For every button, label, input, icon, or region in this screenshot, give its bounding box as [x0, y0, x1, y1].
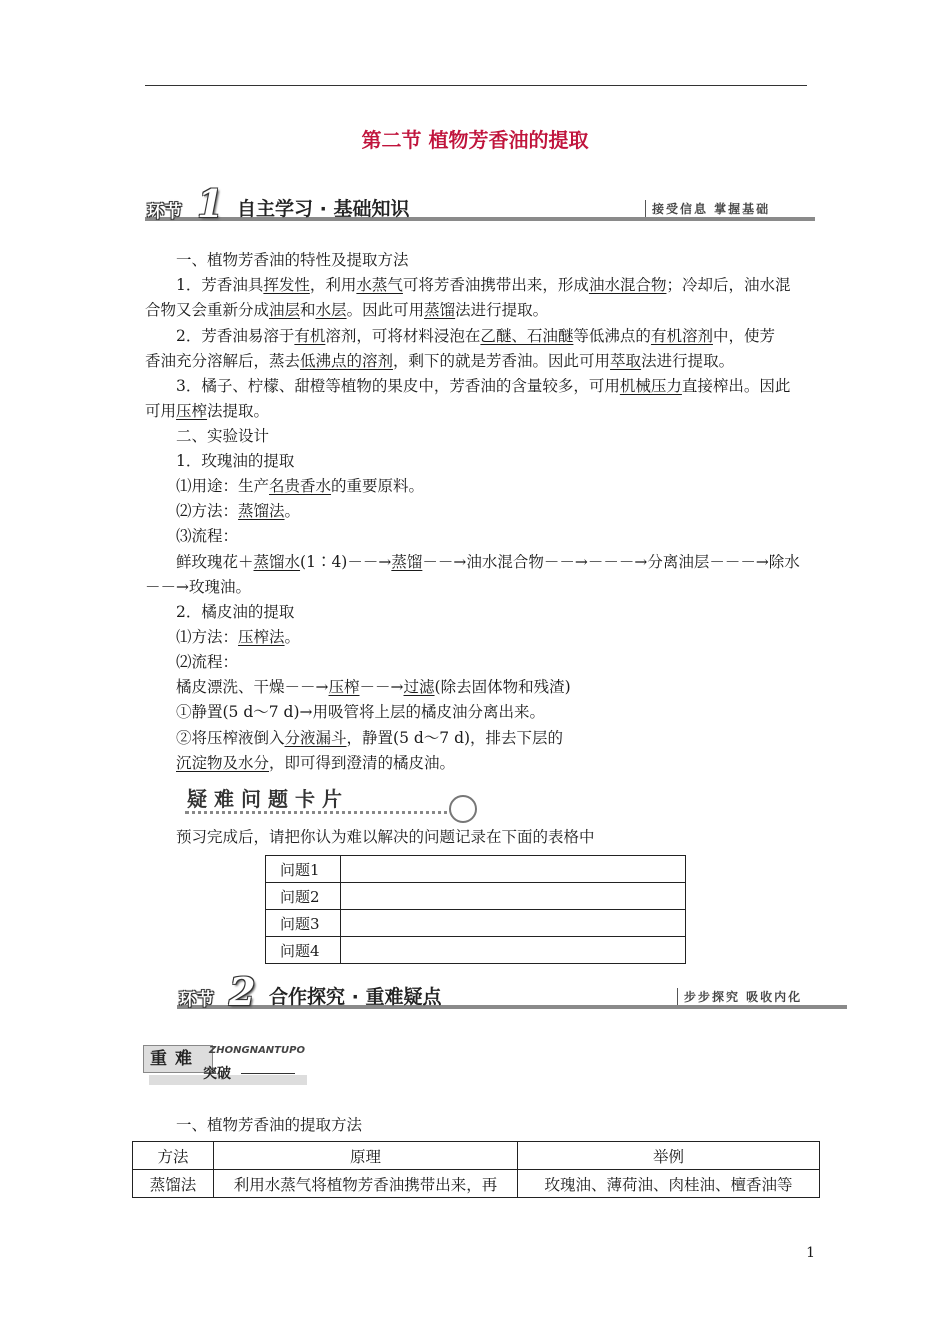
- arrow-icon: [241, 1073, 295, 1074]
- badge-box: 重难: [143, 1045, 213, 1073]
- card-dots: [185, 811, 455, 814]
- section-title: 自主学习 · 基础知识: [237, 198, 410, 220]
- heading-1: 一、植物芳香油的特性及提取方法: [176, 251, 409, 269]
- section-title: 合作探究 · 重难疑点: [269, 986, 442, 1008]
- para-line: 橘皮漂洗、干燥－－→压榨－－→过滤(除去固体物和残渣): [176, 678, 571, 696]
- section-1-header: [145, 181, 815, 226]
- answer-cell[interactable]: [341, 937, 686, 964]
- section-number: 2: [229, 969, 256, 1014]
- answer-cell[interactable]: [341, 883, 686, 910]
- table-row: [266, 937, 686, 964]
- section-number: 1: [197, 181, 224, 226]
- section-side-note: 接受信息 掌握基础: [645, 200, 770, 217]
- answer-cell[interactable]: [341, 910, 686, 937]
- para-line: 1．芳香油具挥发性，利用水蒸气可将芳香油携带出来，形成油水混合物；冷却后，油水混: [176, 276, 791, 294]
- question-label: 问题1: [266, 856, 341, 883]
- para-line: ⑴用途：生产名贵香水的重要原料。: [176, 477, 425, 495]
- para-line: ①静置(5 d～7 d)→用吸管将上层的橘皮油分离出来。: [176, 703, 546, 721]
- page-title: 第二节 植物芳香油的提取: [361, 128, 589, 152]
- para-line: 鲜玫瑰花＋蒸馏水(1∶4)－－→蒸馏－－→油水混合物－－→－－－→分离油层－－－→除水: [176, 553, 800, 571]
- question-label: 问题3: [266, 910, 341, 937]
- question-card-banner: [177, 779, 477, 821]
- para-line: 1．玫瑰油的提取: [176, 452, 295, 470]
- column-header: 举例: [518, 1142, 820, 1170]
- question-table: [265, 855, 686, 964]
- para-line: 2．芳香油易溶于有机溶剂，可将材料浸泡在乙醚、石油醚等低沸点的有机溶剂中，使芳: [176, 327, 775, 345]
- table-row: [133, 1170, 820, 1198]
- section-2-header: [177, 969, 847, 1014]
- section-tag: 环节: [179, 990, 215, 1010]
- column-header: 方法: [133, 1142, 214, 1170]
- heading-2: 二、实验设计: [176, 427, 270, 445]
- para-line: ②将压榨液倒入分液漏斗，静置(5 d～7 d)，排去下层的: [176, 729, 564, 747]
- header-rule: [145, 85, 807, 86]
- para-line: 可用压榨法提取。: [145, 402, 270, 420]
- card-intro: 预习完成后，请把你认为难以解决的问题记录在下面的表格中: [176, 828, 595, 846]
- table-cell: 利用水蒸气将植物芳香油携带出来，再: [214, 1170, 518, 1198]
- column-header: 原理: [214, 1142, 518, 1170]
- para-line: 沉淀物及水分，即可得到澄清的橘皮油。: [176, 754, 456, 772]
- table-cell: 蒸馏法: [133, 1170, 214, 1198]
- page-number: 1: [806, 1245, 815, 1261]
- answer-cell[interactable]: [341, 856, 686, 883]
- circle-icon: [449, 795, 477, 823]
- question-label: 问题2: [266, 883, 341, 910]
- para-line: 3．橘子、柠檬、甜橙等植物的果皮中，芳香油的含量较多，可用机械压力直接榨出。因此: [176, 377, 791, 395]
- section-tag: 环节: [147, 202, 183, 222]
- para-line: 2．橘皮油的提取: [176, 603, 295, 621]
- para-line: ⑴方法：压榨法。: [176, 628, 301, 646]
- table-row: [266, 856, 686, 883]
- table-row: [266, 883, 686, 910]
- question-label: 问题4: [266, 937, 341, 964]
- method-table: [132, 1141, 820, 1198]
- table-cell: 玫瑰油、薄荷油、肉桂油、檀香油等: [518, 1170, 820, 1198]
- para-line: 合物又会重新分成油层和水层。因此可用蒸馏法进行提取。: [145, 301, 549, 319]
- badge-english: ZHONGNANTUPO: [209, 1045, 305, 1056]
- method-heading: 一、植物芳香油的提取方法: [176, 1116, 363, 1134]
- badge-sub: 突破: [203, 1066, 231, 1082]
- para-line: ⑵流程：: [176, 653, 239, 671]
- para-line: ⑶流程：: [176, 527, 239, 545]
- zhongnan-badge: [143, 1045, 308, 1085]
- table-header-row: [133, 1142, 820, 1170]
- card-title: 疑难问题卡片: [187, 787, 349, 811]
- para-line: ⑵方法：蒸馏法。: [176, 502, 301, 520]
- para-line: 香油充分溶解后，蒸去低沸点的溶剂，剩下的就是芳香油。因此可用萃取法进行提取。: [145, 352, 735, 370]
- section-side-note: 步步探究 吸收内化: [677, 988, 802, 1005]
- para-line: －－→玫瑰油。: [145, 578, 251, 596]
- table-row: [266, 910, 686, 937]
